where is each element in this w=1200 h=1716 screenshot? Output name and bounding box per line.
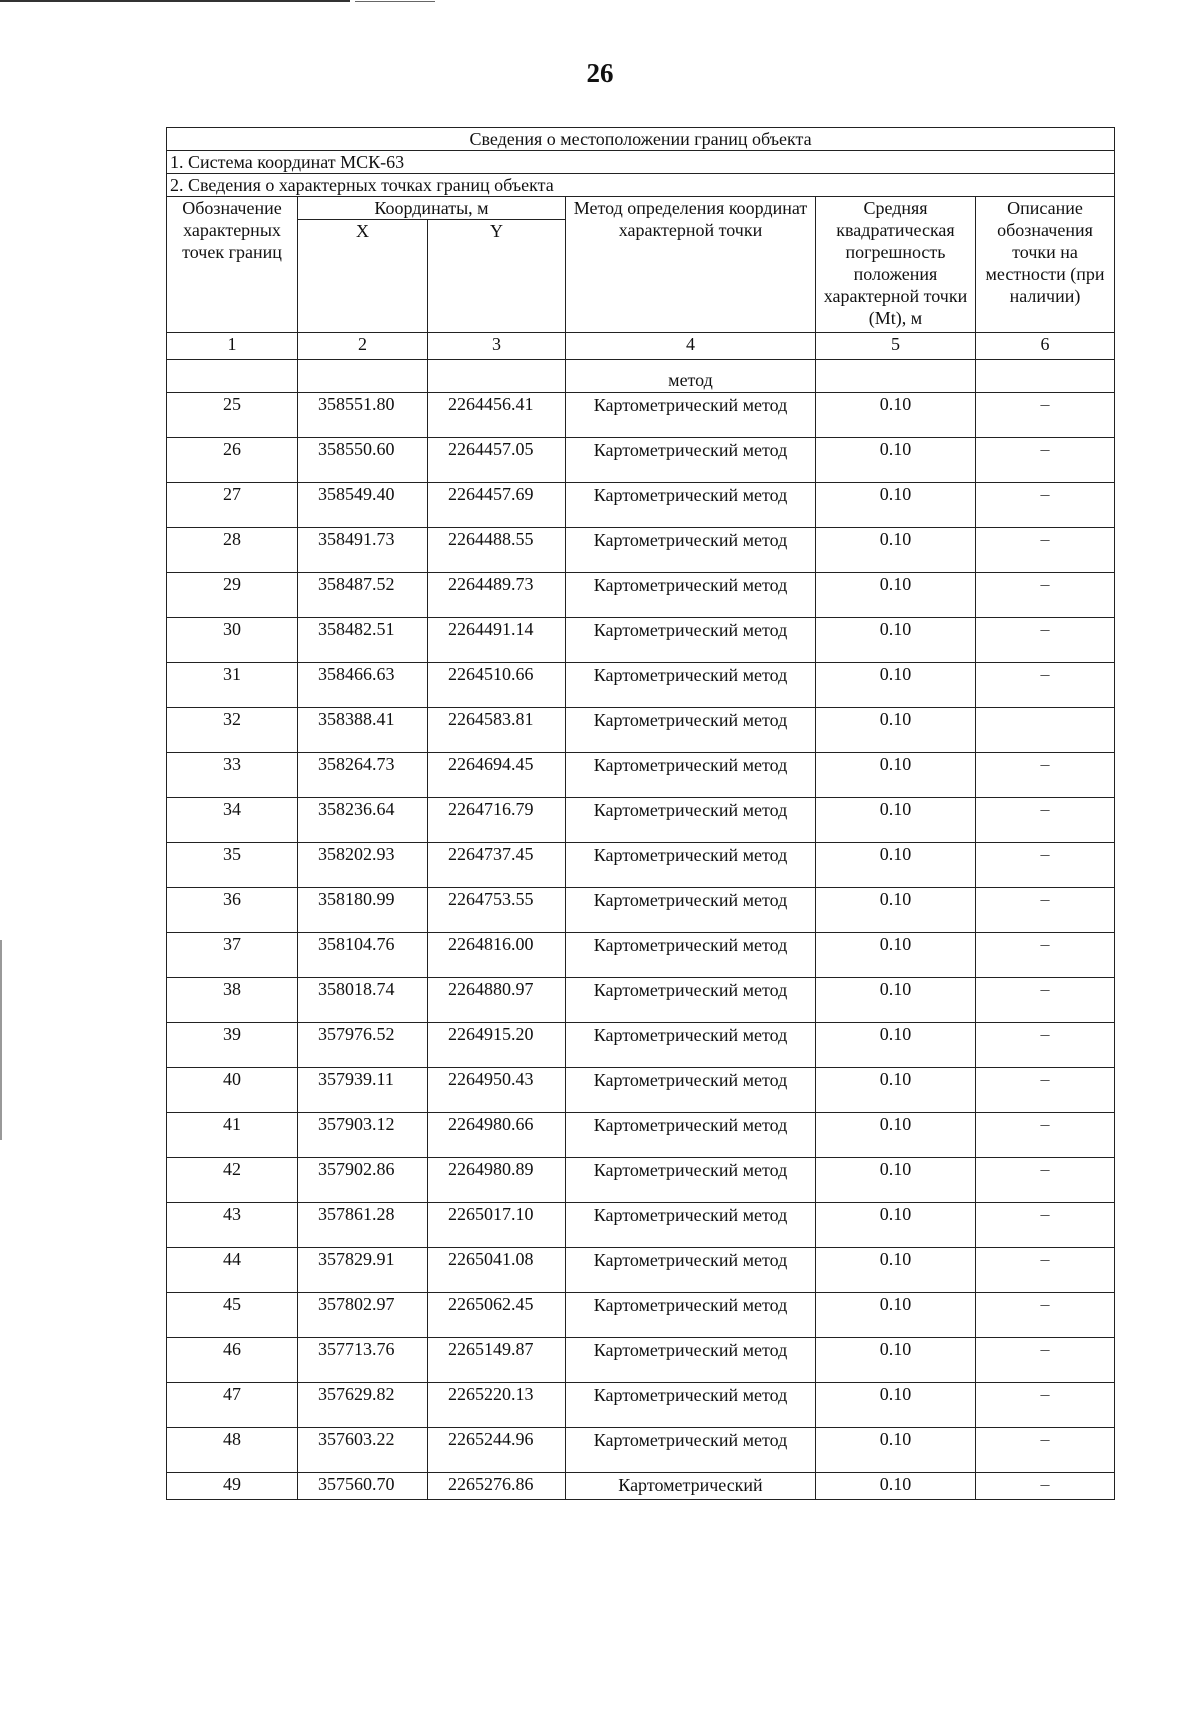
header-error: Средняя квадратическая погрешность положения характерной точки (Mt), м — [816, 197, 976, 333]
table-row — [167, 1023, 1115, 1068]
cell-x: 358236.64 — [298, 798, 428, 843]
cell-description: – — [976, 1428, 1115, 1473]
cell-error: 0.10 — [816, 528, 976, 573]
cell-y: 2264456.41 — [428, 393, 566, 438]
column-number: 2 — [298, 333, 428, 360]
scan-top-rule — [0, 0, 350, 2]
cell-y: 2264716.79 — [428, 798, 566, 843]
cell-point: 47 — [167, 1383, 298, 1428]
cell-x: 357861.28 — [298, 1203, 428, 1248]
table-row — [167, 933, 1115, 978]
cell-x: 358388.41 — [298, 708, 428, 753]
cell-method: Картометрический метод — [566, 1248, 816, 1293]
cell-x: 358491.73 — [298, 528, 428, 573]
cell-y: 2264915.20 — [428, 1023, 566, 1068]
cell-y: 2264457.69 — [428, 483, 566, 528]
cell-point: 31 — [167, 663, 298, 708]
header-method: Метод определения координат характерной точки — [566, 197, 816, 333]
table-row — [167, 393, 1115, 438]
cell-x: 357603.22 — [298, 1428, 428, 1473]
cell-x: 358487.52 — [298, 573, 428, 618]
table-row — [167, 663, 1115, 708]
cell-method: Картометрический метод — [566, 573, 816, 618]
cell-description — [976, 708, 1115, 753]
column-number: 6 — [976, 333, 1115, 360]
cell-y: 2265244.96 — [428, 1428, 566, 1473]
cell-point: 44 — [167, 1248, 298, 1293]
cell-point: 40 — [167, 1068, 298, 1113]
cell-method: Картометрический метод — [566, 393, 816, 438]
table-row — [167, 978, 1115, 1023]
cell-method: Картометрический метод — [566, 753, 816, 798]
cell-description: – — [976, 618, 1115, 663]
cell-error: 0.10 — [816, 888, 976, 933]
cell-x: 357560.70 — [298, 1473, 428, 1500]
cell-point: 35 — [167, 843, 298, 888]
cell-x: 357802.97 — [298, 1293, 428, 1338]
cell-y: 2264583.81 — [428, 708, 566, 753]
column-number: 3 — [428, 333, 566, 360]
cell-y: 2264980.89 — [428, 1158, 566, 1203]
table-body — [167, 128, 1115, 1500]
cell-x: 358264.73 — [298, 753, 428, 798]
cell-method: Картометрический метод — [566, 888, 816, 933]
cell-method: Картометрический метод — [566, 483, 816, 528]
cell-point: 36 — [167, 888, 298, 933]
coord-system-label: 1. Система координат МСК-63 — [167, 151, 1115, 174]
cell-x: 357976.52 — [298, 1023, 428, 1068]
table-row — [167, 528, 1115, 573]
cell-error: 0.10 — [816, 1203, 976, 1248]
cell-error: 0.10 — [816, 1338, 976, 1383]
cell-y: 2264694.45 — [428, 753, 566, 798]
cell-y: 2265041.08 — [428, 1248, 566, 1293]
cell-y: 2264488.55 — [428, 528, 566, 573]
cell-method: Картометрический метод — [566, 1158, 816, 1203]
cell-error: 0.10 — [816, 1383, 976, 1428]
cell-method: Картометрический метод — [566, 798, 816, 843]
table-row — [167, 438, 1115, 483]
cell-description: – — [976, 1068, 1115, 1113]
table-row — [167, 888, 1115, 933]
cell-y: 2264737.45 — [428, 843, 566, 888]
table-row — [167, 1338, 1115, 1383]
cell-x: 357903.12 — [298, 1113, 428, 1158]
cell-x: 358550.60 — [298, 438, 428, 483]
cell-x: 358482.51 — [298, 618, 428, 663]
cell-point: 30 — [167, 618, 298, 663]
cell-description: – — [976, 1203, 1115, 1248]
cell-description: – — [976, 1113, 1115, 1158]
cell-description: – — [976, 438, 1115, 483]
cell-error: 0.10 — [816, 978, 976, 1023]
cell-x: 357629.82 — [298, 1383, 428, 1428]
cell-x: 357902.86 — [298, 1158, 428, 1203]
cell-error: 0.10 — [816, 1113, 976, 1158]
cell-description: – — [976, 1473, 1115, 1500]
table-title: Сведения о местоположении границ объекта — [167, 128, 1115, 151]
cell-y: 2264457.05 — [428, 438, 566, 483]
page-number: 26 — [586, 58, 614, 88]
cell-description: – — [976, 933, 1115, 978]
cell-y: 2265062.45 — [428, 1293, 566, 1338]
column-number-row — [167, 333, 1115, 360]
cell-point: 48 — [167, 1428, 298, 1473]
cell-method: Картометрический метод — [566, 1023, 816, 1068]
column-number: 5 — [816, 333, 976, 360]
cell-point: 37 — [167, 933, 298, 978]
cell-method: Картометрический метод — [566, 1293, 816, 1338]
cell-method: Картометрический метод — [566, 843, 816, 888]
cell-method: Картометрический метод — [566, 1338, 816, 1383]
cell-point: 29 — [167, 573, 298, 618]
cell-description: – — [976, 1338, 1115, 1383]
cell-method: Картометрический метод — [566, 663, 816, 708]
cell-description: – — [976, 483, 1115, 528]
cell-error: 0.10 — [816, 708, 976, 753]
cell-x: 358466.63 — [298, 663, 428, 708]
cell-description: – — [976, 888, 1115, 933]
cell-x: 357713.76 — [298, 1338, 428, 1383]
cell-y: 2264489.73 — [428, 573, 566, 618]
cell-error: 0.10 — [816, 573, 976, 618]
cell-y: 2264980.66 — [428, 1113, 566, 1158]
header-x: X — [298, 220, 428, 333]
table-row — [167, 798, 1115, 843]
cell-description: – — [976, 1248, 1115, 1293]
cell-error: 0.10 — [816, 663, 976, 708]
cell-error: 0.10 — [816, 1293, 976, 1338]
cell-description: – — [976, 978, 1115, 1023]
cell-description: – — [976, 528, 1115, 573]
cell-method: Картометрический метод — [566, 1113, 816, 1158]
cell-error: 0.10 — [816, 798, 976, 843]
cell-method: Картометрический метод — [566, 438, 816, 483]
cell-point: 49 — [167, 1473, 298, 1500]
cell-x: 357939.11 — [298, 1068, 428, 1113]
cell-method: Картометрический метод — [566, 1068, 816, 1113]
table-row — [167, 1158, 1115, 1203]
cell-x: 358202.93 — [298, 843, 428, 888]
cell-point: 26 — [167, 438, 298, 483]
table-row — [167, 483, 1115, 528]
cell-description: – — [976, 1023, 1115, 1068]
header-coordinates: Координаты, м — [298, 197, 566, 220]
cell-method: Картометрический метод — [566, 933, 816, 978]
table-row — [167, 1293, 1115, 1338]
scan-top-rule-fragment — [355, 1, 435, 2]
cell-y: 2264753.55 — [428, 888, 566, 933]
cell-error: 0.10 — [816, 843, 976, 888]
cell-description: – — [976, 573, 1115, 618]
cell-point: 41 — [167, 1113, 298, 1158]
cell-error: 0.10 — [816, 438, 976, 483]
column-number: 1 — [167, 333, 298, 360]
cell-error: 0.10 — [816, 1473, 976, 1500]
header-description: Описание обозначения точки на местности (при наличии) — [976, 197, 1115, 333]
cell-error: 0.10 — [816, 1428, 976, 1473]
cell-point: 33 — [167, 753, 298, 798]
cell-y: 2264510.66 — [428, 663, 566, 708]
points-section-label: 2. Сведения о характерных точках границ объекта — [167, 174, 1115, 197]
table-row-last — [167, 1473, 1115, 1500]
cell-error: 0.10 — [816, 618, 976, 663]
cell-point: 45 — [167, 1293, 298, 1338]
scan-left-edge — [0, 940, 2, 1140]
table-row — [167, 753, 1115, 798]
cell-error: 0.10 — [816, 753, 976, 798]
cell-y: 2265149.87 — [428, 1338, 566, 1383]
table-row — [167, 1248, 1115, 1293]
table-row — [167, 573, 1115, 618]
cell-y: 2264950.43 — [428, 1068, 566, 1113]
points-section-row — [167, 174, 1115, 197]
cell-point: 43 — [167, 1203, 298, 1248]
cell-point: 38 — [167, 978, 298, 1023]
cell-error: 0.10 — [816, 1068, 976, 1113]
continuation-method: метод — [566, 360, 816, 393]
cell-error: 0.10 — [816, 1023, 976, 1068]
cell-point: 27 — [167, 483, 298, 528]
cell-error: 0.10 — [816, 1248, 976, 1293]
header-row-1 — [167, 197, 1115, 220]
continuation-row — [167, 360, 1115, 393]
table-title-row — [167, 128, 1115, 151]
cell-description: – — [976, 798, 1115, 843]
table-row — [167, 1428, 1115, 1473]
cell-error: 0.10 — [816, 393, 976, 438]
cell-method: Картометрический — [566, 1473, 816, 1500]
cell-error: 0.10 — [816, 1158, 976, 1203]
cell-description: – — [976, 663, 1115, 708]
cell-description: – — [976, 1293, 1115, 1338]
header-y: Y — [428, 220, 566, 333]
cell-point: 34 — [167, 798, 298, 843]
cell-point: 39 — [167, 1023, 298, 1068]
cell-description: – — [976, 843, 1115, 888]
cell-error: 0.10 — [816, 483, 976, 528]
cell-description: – — [976, 753, 1115, 798]
cell-point: 42 — [167, 1158, 298, 1203]
cell-method: Картометрический метод — [566, 978, 816, 1023]
cell-method: Картометрический метод — [566, 618, 816, 663]
cell-error: 0.10 — [816, 933, 976, 978]
cell-y: 2265220.13 — [428, 1383, 566, 1428]
cell-method: Картометрический метод — [566, 1428, 816, 1473]
cell-method: Картометрический метод — [566, 708, 816, 753]
table-row — [167, 1203, 1115, 1248]
table-row — [167, 1068, 1115, 1113]
column-number: 4 — [566, 333, 816, 360]
table-row — [167, 1383, 1115, 1428]
cell-x: 358549.40 — [298, 483, 428, 528]
cell-description: – — [976, 1158, 1115, 1203]
coord-system-row — [167, 151, 1115, 174]
cell-point: 25 — [167, 393, 298, 438]
table-row — [167, 843, 1115, 888]
cell-point: 28 — [167, 528, 298, 573]
table-row — [167, 1113, 1115, 1158]
cell-x: 358104.76 — [298, 933, 428, 978]
cell-y: 2265017.10 — [428, 1203, 566, 1248]
cell-y: 2264816.00 — [428, 933, 566, 978]
cell-point: 46 — [167, 1338, 298, 1383]
cell-x: 358018.74 — [298, 978, 428, 1023]
boundary-points-table — [166, 127, 1115, 1500]
table-row — [167, 708, 1115, 753]
cell-method: Картометрический метод — [566, 1203, 816, 1248]
cell-method: Картометрический метод — [566, 528, 816, 573]
table-row — [167, 618, 1115, 663]
cell-description: – — [976, 393, 1115, 438]
cell-description: – — [976, 1383, 1115, 1428]
cell-y: 2264880.97 — [428, 978, 566, 1023]
cell-y: 2264491.14 — [428, 618, 566, 663]
cell-x: 358180.99 — [298, 888, 428, 933]
cell-x: 357829.91 — [298, 1248, 428, 1293]
cell-x: 358551.80 — [298, 393, 428, 438]
cell-point: 32 — [167, 708, 298, 753]
cell-y: 2265276.86 — [428, 1473, 566, 1500]
cell-method: Картометрический метод — [566, 1383, 816, 1428]
header-designation: Обозначение характерных точек границ — [167, 197, 298, 333]
